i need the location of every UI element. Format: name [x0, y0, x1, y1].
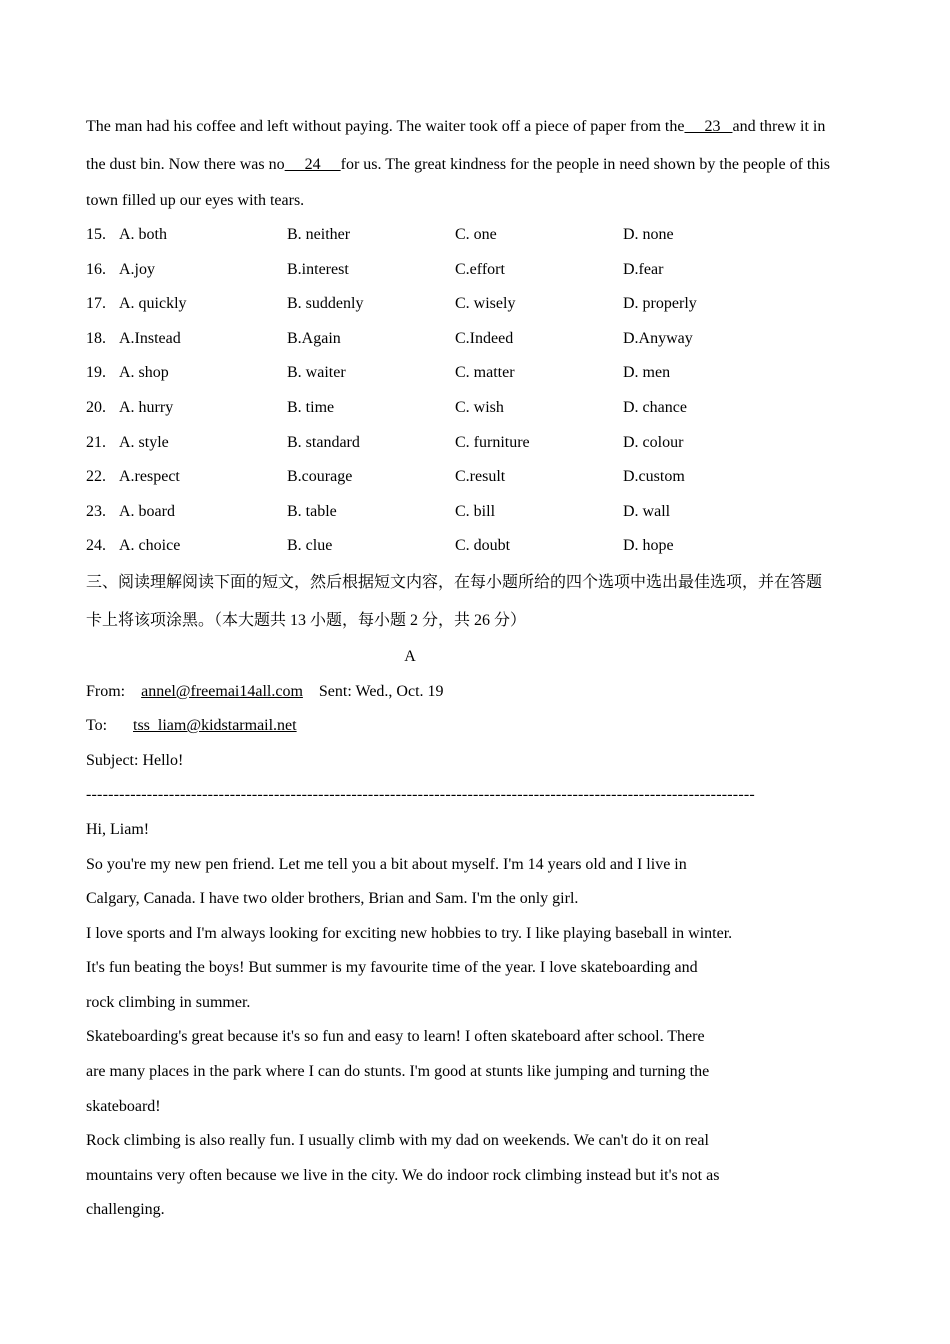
option-d: D. chance	[623, 398, 687, 416]
option-c: C. wisely	[455, 295, 516, 313]
email-body-line: Hi, Liam!	[86, 820, 150, 838]
blank-24: __24__	[284, 156, 341, 173]
option-row	[86, 218, 866, 253]
passage-text: the dust bin. Now there was no	[86, 156, 285, 173]
question-number: 18.	[86, 329, 106, 347]
email-body-line: Calgary, Canada. I have two older brothers, Brian and Sam. I'm the only girl.	[86, 890, 579, 908]
section-instruction: 卡上将该项涂黑。（本大题共 13 小题，每小题 2 分，共 26 分）	[86, 611, 527, 629]
email-body-line: skateboard!	[86, 1097, 161, 1115]
option-c: C.effort	[455, 260, 505, 278]
question-number: 16.	[86, 260, 106, 278]
question-number: 20.	[86, 398, 106, 416]
email-subject: Subject: Hello!	[86, 751, 184, 769]
option-b: B. suddenly	[287, 295, 364, 313]
option-c: C. wish	[455, 398, 504, 416]
option-row	[86, 253, 866, 288]
to-address: tss_liam@kidstarmail.net	[133, 717, 297, 735]
question-number: 17.	[86, 295, 106, 313]
option-a: A. both	[119, 226, 167, 243]
question-number: 21.	[86, 433, 106, 451]
option-d: D.fear	[623, 260, 664, 278]
passage-text: for us. The great kindness for the people in need shown by the people of this	[340, 156, 831, 173]
option-row	[86, 287, 866, 322]
option-a: A. hurry	[119, 398, 174, 416]
email-body	[86, 813, 866, 1228]
option-b: B. clue	[287, 537, 333, 555]
option-b: B. table	[287, 502, 337, 520]
email-body-line: It's fun beating the boys! But summer is my favourite time of the year. I love skateboarding and	[86, 959, 698, 977]
email-body-line: I love sports and I'm always looking for exciting new hobbies to try. I like playing baseball in winter.	[86, 924, 733, 942]
sent-date: Sent: Wed., Oct. 19	[318, 682, 444, 700]
passage-text: The man had his coffee and left without paying. The waiter took off a piece of paper from the	[86, 118, 685, 135]
option-d: D. men	[623, 364, 671, 382]
email-to-row	[86, 709, 866, 744]
options-list	[86, 218, 866, 564]
passage-line	[86, 108, 866, 146]
option-b: B.courage	[287, 468, 353, 486]
option-d: D. hope	[623, 537, 674, 555]
email-body-line: So you're my new pen friend. Let me tell you a bit about myself. I'm 14 years old and I live in	[86, 855, 687, 873]
question-number: 15.	[86, 226, 106, 243]
option-c: C.result	[455, 468, 506, 486]
email-body-line: Rock climbing is also really fun. I usually climb with my dad on weekends. We can't do it on real	[86, 1132, 709, 1150]
question-number: 23.	[86, 502, 106, 520]
email-body-line: rock climbing in summer.	[86, 993, 251, 1011]
option-c: C. doubt	[455, 537, 511, 555]
option-row	[86, 322, 866, 357]
email-body-line: challenging.	[86, 1201, 165, 1219]
passage-text: and threw it in	[732, 118, 826, 135]
option-row	[86, 529, 866, 564]
email-body-line: are many places in the park where I can do stunts. I'm good at stunts like jumping and turning the	[86, 1063, 710, 1081]
option-row	[86, 391, 866, 426]
option-row	[86, 495, 866, 530]
from-label: From:	[86, 682, 126, 700]
option-d: D.Anyway	[623, 329, 693, 347]
option-b: B. time	[287, 398, 335, 416]
option-a: A. board	[119, 502, 175, 520]
option-b: B. standard	[287, 433, 360, 451]
option-row	[86, 356, 866, 391]
passage-line: town filled up our eyes with tears.	[86, 192, 305, 209]
email-body-line: mountains very often because we live in the city. We do indoor rock climbing instead but it's not as	[86, 1166, 720, 1184]
option-b: B. waiter	[287, 364, 346, 382]
option-c: C. furniture	[455, 433, 530, 451]
email-from-row	[86, 675, 866, 710]
passage-line	[86, 146, 866, 184]
document-page	[86, 108, 866, 1228]
option-a: A.respect	[119, 468, 180, 486]
option-a: A. shop	[119, 364, 169, 382]
option-a: A. choice	[119, 537, 181, 555]
option-a: A. quickly	[119, 295, 187, 313]
to-label: To:	[86, 717, 108, 735]
from-address: annel@freemai14all.com	[141, 682, 303, 700]
divider-line: -------------------------------------------------------------------------------------------------------------------------	[86, 786, 755, 804]
option-d: D.custom	[623, 468, 685, 486]
option-a: A.Instead	[119, 329, 181, 347]
question-number: 22.	[86, 468, 106, 486]
option-c: C.Indeed	[455, 329, 514, 347]
option-b: B.Again	[287, 329, 341, 347]
question-number: 24.	[86, 537, 106, 555]
option-c: C. bill	[455, 502, 496, 520]
option-b: B. neither	[287, 226, 351, 243]
option-d: D. colour	[623, 433, 684, 451]
email-body-line: Skateboarding's great because it's so fun and easy to learn! I often skateboard after school. There	[86, 1028, 705, 1046]
option-d: D. properly	[623, 295, 697, 313]
option-row	[86, 460, 866, 495]
option-a: A. style	[119, 433, 169, 451]
option-row	[86, 426, 866, 461]
question-number: 19.	[86, 364, 106, 382]
option-c: C. matter	[455, 364, 515, 382]
section-letter: A	[404, 647, 416, 665]
option-b: B.interest	[287, 260, 349, 278]
option-d: D. none	[623, 226, 674, 243]
section-instruction: 三、阅读理解阅读下面的短文，然后根据短文内容，在每小题所给的四个选项中选出最佳选项，并在答题	[86, 573, 823, 591]
blank-23: __23_	[684, 118, 733, 135]
option-a: A.joy	[119, 260, 155, 278]
option-c: C. one	[455, 226, 497, 243]
option-d: D. wall	[623, 502, 671, 520]
